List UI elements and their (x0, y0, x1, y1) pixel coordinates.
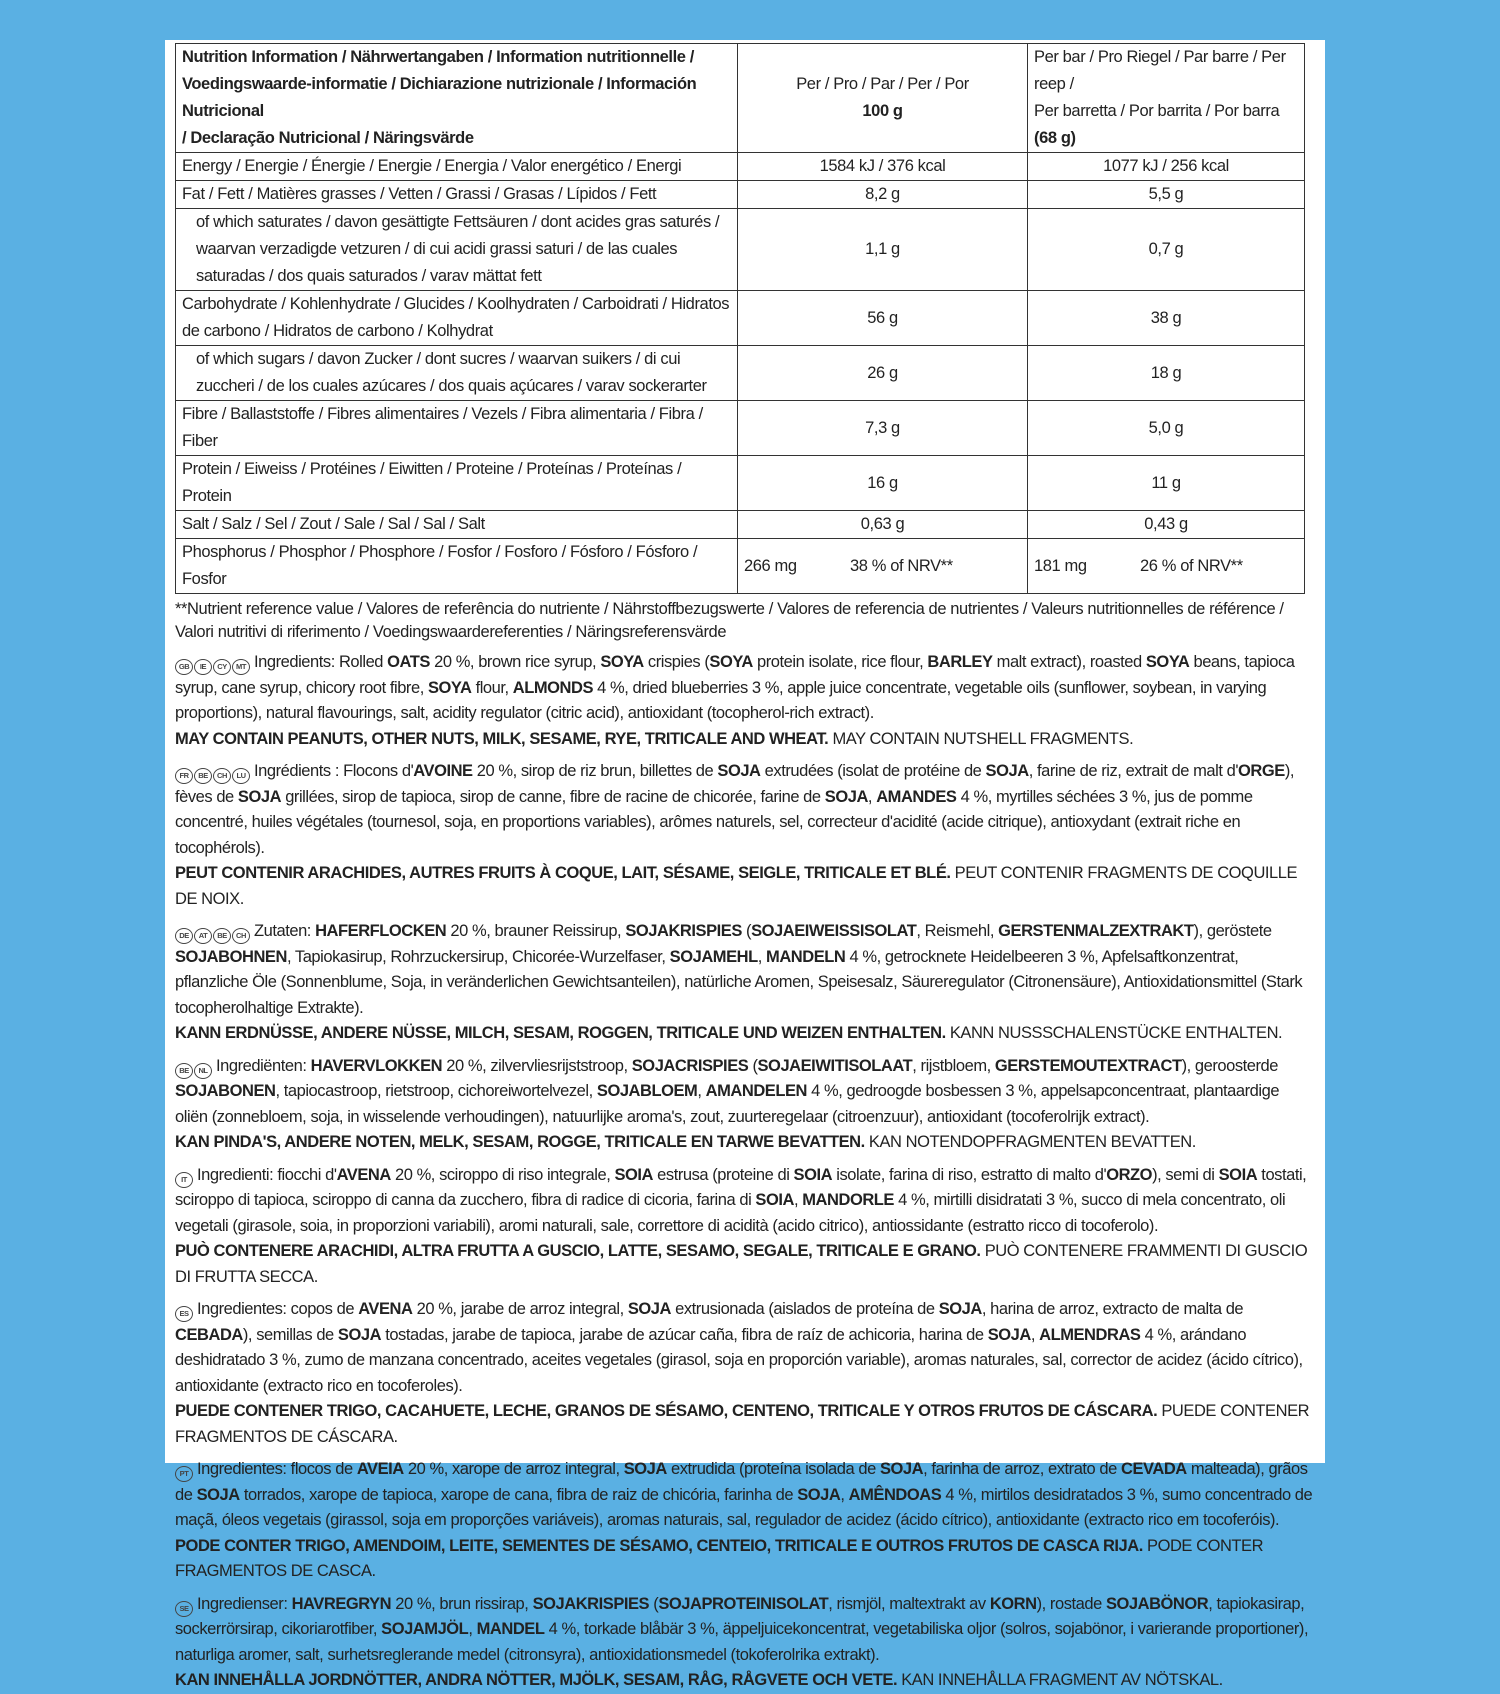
row-label: Salt / Salz / Sel / Zout / Sale / Sal / Sal / Salt (176, 511, 738, 539)
row-value-per100: 56 g (738, 291, 1028, 346)
ingredients-list (175, 650, 1315, 1694)
ingredients-block (175, 650, 1315, 752)
allergen-warning: PUEDE CONTENER TRIGO, CACAHUETE, LECHE, GRANOS DE SÉSAMO, CENTENO, TRITICALE Y OTROS FRUTOS DE CÁSCARA. PUEDE CONTENER FRAGMENTOS DE CÁSCARA. (175, 1402, 1310, 1446)
table-header-row (176, 44, 1305, 153)
ingredients-body: Ingredienser: HAVREGRYN 20 %, brun rissirap, SOJAKRISPIES (SOJAPROTEINISOLAT, rismjöl, maltextrakt av KORN), rostade SOJABÖNOR, tapiokasirap, sockerrörsirap, cikoriarotfiber, SOJAMJÖL, MANDEL 4 %, torkade blåbär 3 %, äppeljuicekoncentrat, vegetabiliska oljor (solros, sojabönor, i varierande proportioner), naturliga aromer, salt, surhetsreglerande medel (citronsyra), antioxidationsmedel (tokoferolrika extrakt). (175, 1594, 1309, 1664)
ingredients-text (175, 919, 1315, 1021)
row-value-per100: 7,3 g (738, 401, 1028, 456)
table-row (176, 291, 1305, 346)
ingredients-block (175, 919, 1315, 1047)
ingredients-text (175, 1163, 1315, 1240)
ingredients-body: Ingredientes: copos de AVENA 20 %, jarabe de arroz integral, SOJA extrusionada (aislados de proteína de SOJA, harina de arroz, extracto de malta de CEBADA), semillas de SOJA tostadas, jarabe de tapioca, jarabe de azúcar caña, fibra de raíz de achicoria, harina de SOJA, ALMENDRAS 4 %, arándano deshidratado 3 %, zumo de manzana concentrado, aceites vegetales (girasol, soja en proporción variable), aromas naturales, sal, corrector de acidez (ácido cítrico), antioxidante (extracto rico en tocoferoles). (175, 1300, 1303, 1395)
country-code-icon: AT (194, 928, 212, 944)
ingredients-block (175, 1163, 1315, 1291)
phosphorus-nrv: 26 % of NRV** (1140, 556, 1243, 575)
allergen-warning: KANN ERDNÜSSE, ANDERE NÜSSE, MILCH, SESAM, ROGGEN, TRITICALE UND WEIZEN ENTHALTEN. KANN NUSSSCHALENSTÜCKE ENTHALTEN. (175, 1024, 1283, 1042)
row-value-perbar: 11 g (1028, 456, 1305, 511)
allergen-warning: MAY CONTAIN PEANUTS, OTHER NUTS, MILK, SESAME, RYE, TRITICALE AND WHEAT. MAY CONTAIN NUTSHELL FRAGMENTS. (175, 729, 1134, 748)
header-label: Nutrition Information / Nährwertangaben / Information nutritionnelle / Voedingswaarde-informatie / Dichiarazione nutrizionale / Información Nutricional / Declaração Nutricional / Näringsvärde (176, 44, 738, 153)
row-value-perbar: 38 g (1028, 291, 1305, 346)
row-label: Protein / Eiweiss / Protéines / Eiwitten / Proteine / Proteínas / Proteínas / Protein (176, 456, 738, 511)
ingredients-block (175, 1297, 1315, 1450)
row-value-perbar: 0,43 g (1028, 511, 1305, 539)
country-codes (175, 928, 250, 944)
allergen-warning: PEUT CONTENIR ARACHIDES, AUTRES FRUITS À COQUE, LAIT, SÉSAME, SEIGLE, TRITICALE ET BLÉ. PEUT CONTENIR FRAGMENTS DE COQUILLE DE NOIX. (175, 864, 1298, 908)
ingredients-block (175, 759, 1315, 912)
row-value-perbar (1028, 539, 1305, 594)
header-per-100g: Per / Pro / Par / Per / Por 100 g (738, 44, 1028, 153)
country-code-icon: MT (232, 659, 250, 675)
row-value-per100: 16 g (738, 456, 1028, 511)
allergen-warning: PODE CONTER TRIGO, AMENDOIM, LEITE, SEMENTES DE SÉSAMO, CENTEIO, TRITICALE E OUTROS FRUTOS DE CASCA RIJA. PODE CONTER FRAGMENTOS DE CASCA. (175, 1536, 1264, 1580)
table-row (176, 346, 1305, 401)
ingredients-body: Ingrediënten: HAVERVLOKKEN 20 %, zilvervliesrijststroop, SOJACRISPIES (SOJAEIWITISOLAAT, rijstbloem, GERSTEMOUTEXTRACT), geroosterde SOJABONEN, tapiocastroop, rietstroop, cichoreiwortelvezel, SOJABLOEM, AMANDELEN 4 %, gedroogde bosbessen 3 %, appelsapconcentraat, plantaardige oliën (zonnebloem, soja, in wisselende verhoudingen), natuurlijke aroma's, zout, zuurteregelaar (citroenzuur), antioxidant (tocoferolrijk extract). (175, 1056, 1280, 1126)
table-row (176, 209, 1305, 291)
row-value-perbar: 5,5 g (1028, 181, 1305, 209)
country-code-icon: PT (175, 1466, 193, 1482)
ingredients-block (175, 1054, 1315, 1156)
table-row-phosphorus (176, 539, 1305, 594)
nutrition-table (175, 43, 1305, 594)
country-codes (175, 1601, 193, 1617)
phosphorus-amount: 181 mg (1034, 556, 1087, 575)
row-label: of which saturates / davon gesättigte Fettsäuren / dont acides gras saturés / waarvan verzadigde vetzuren / di cui acidi grassi saturi / de las cuales saturadas / dos quais saturados / varav mättat fett (176, 209, 738, 291)
country-code-icon: BE (175, 1063, 193, 1079)
row-value-per100 (738, 539, 1028, 594)
ingredients-text (175, 1054, 1315, 1131)
row-label: Carbohydrate / Kohlenhydrate / Glucides / Koolhydraten / Carboidrati / Hidratos de carbono / Hidratos de carbono / Kolhydrat (176, 291, 738, 346)
row-value-perbar: 5,0 g (1028, 401, 1305, 456)
phosphorus-nrv: 38 % of NRV** (850, 556, 953, 575)
table-row (176, 181, 1305, 209)
ingredients-block (175, 1457, 1315, 1585)
ingredients-text (175, 759, 1315, 861)
country-code-icon: IE (194, 659, 212, 675)
row-label: Phosphorus / Phosphor / Phosphore / Fosfor / Fosforo / Fósforo / Fósforo / Fosfor (176, 539, 738, 594)
row-value-perbar: 18 g (1028, 346, 1305, 401)
country-codes (175, 1466, 193, 1482)
ingredients-body: Ingredienti: fiocchi d'AVENA 20 %, sciroppo di riso integrale, SOIA estrusa (proteine di SOIA isolate, farina di riso, estratto di malto d'ORZO), semi di SOIA tostati, sciroppo di tapioca, sciroppo di canna da zucchero, fibra di radice di cicoria, farina di SOIA, MANDORLE 4 %, mirtilli disidratati 3 %, succo di mela concentrato, oli vegetali (girasole, soia, in proporzioni variabili), aromi naturali, sale, correttore di acidità (acido citrico), antiossidante (estratto ricco di tocoferolo). (175, 1165, 1307, 1235)
row-value-per100: 1,1 g (738, 209, 1028, 291)
table-row (176, 401, 1305, 456)
ingredients-text (175, 1297, 1315, 1399)
country-codes (175, 659, 250, 675)
allergen-warning: PUÒ CONTENERE ARACHIDI, ALTRA FRUTTA A GUSCIO, LATTE, SESAMO, SEGALE, TRITICALE E GRANO. PUÒ CONTENERE FRAMMENTI DI GUSCIO DI FRUTTA SECCA. (175, 1242, 1308, 1286)
allergen-warning: KAN INNEHÅLLA JORDNÖTTER, ANDRA NÖTTER, MJÖLK, SESAM, RÅG, RÅGVETE OCH VETE. KAN INNEHÅLLA FRAGMENT AV NÖTSKAL. (175, 1671, 1223, 1689)
ingredients-text (175, 1457, 1315, 1534)
country-code-icon: GB (175, 659, 193, 675)
row-value-perbar: 0,7 g (1028, 209, 1305, 291)
phosphorus-amount: 266 mg (744, 556, 797, 575)
allergen-warning: KAN PINDA'S, ANDERE NOTEN, MELK, SESAM, ROGGE, TRITICALE EN TARWE BEVATTEN. KAN NOTENDOPFRAGMENTEN BEVATTEN. (175, 1133, 1196, 1151)
ingredients-body: Ingredientes: flocos de AVEIA 20 %, xarope de arroz integral, SOJA extrudida (proteína isolada de SOJA, farinha de arroz, extrato de CEVADA malteada), grãos de SOJA torrados, xarope de tapioca, xarope de cana, fibra de raiz de chicória, farinha de SOJA, AMÊNDOAS 4 %, mirtilos desidratados 3 %, sumo concentrado de maçã, óleos vegetais (girassol, soja em proporções variáveis), aromas naturais, sal, regulador de acidez (ácido cítrico), antioxidante (extracto rico em tocoferóis). (175, 1460, 1313, 1529)
country-codes (175, 768, 250, 784)
table-row (176, 511, 1305, 539)
nrv-footnote: **Nutrient reference value / Valores de referência do nutriente / Nährstoffbezugswerte / Valores de referencia de nutrientes / Valeurs nutritionnelles de référence / Valori nutritivi di riferimento / Voedingswaardereferenties / Näringsreferensvärde (175, 600, 1284, 641)
row-value-perbar: 1077 kJ / 256 kcal (1028, 153, 1305, 181)
country-code-icon: BE (213, 928, 231, 944)
country-codes (175, 1306, 193, 1322)
country-code-icon: DE (175, 928, 193, 944)
ingredients-body: Zutaten: HAFERFLOCKEN 20 %, brauner Reissirup, SOJAKRISPIES (SOJAEIWEISSISOLAT, Reismehl, GERSTENMALZEXTRAKT), geröstete SOJABOHNEN, Tapiokasirup, Rohrzuckersirup, Chicorée-Wurzelfaser, SOJAMEHL, MANDELN 4 %, getrocknete Heidelbeeren 3 %, Apfelsaftkonzentrat, pflanzliche Öle (Sonnenblume, Soja, in veränderlichen Gewichtsanteilen), natürliche Aromen, Speisesalz, Säureregulator (Citronensäure), Antioxidationsmittel (Stark tocopherolhaltige Extrakte). (175, 922, 1303, 1017)
row-label: of which sugars / davon Zucker / dont sucres / waarvan suikers / di cui zuccheri / de los cuales azúcares / dos quais açúcares / varav sockerarter (176, 346, 738, 401)
row-value-per100: 8,2 g (738, 181, 1028, 209)
ingredients-body: Ingrédients : Flocons d'AVOINE 20 %, sirop de riz brun, billettes de SOJA extrudées (isolat de protéine de SOJA, farine de riz, extrait de malt d'ORGE), fèves de SOJA grillées, sirop de tapioca, sirop de canne, fibre de racine de chicorée, farine de SOJA, AMANDES 4 %, myrtilles séchées 3 %, jus de pomme concentré, huiles végétales (tournesol, soja, en proportions variables), arômes naturels, sel, correcteur d'acidité (acide citrique), antioxydant (extrait riche en tocophérols). (175, 762, 1295, 857)
country-code-icon: NL (194, 1063, 212, 1079)
row-label: Energy / Energie / Énergie / Energie / Energia / Valor energético / Energi (176, 153, 738, 181)
row-value-per100: 0,63 g (738, 511, 1028, 539)
country-code-icon: FR (175, 768, 193, 784)
country-code-icon: IT (175, 1172, 193, 1188)
row-label: Fat / Fett / Matières grasses / Vetten / Grassi / Grasas / Lípidos / Fett (176, 181, 738, 209)
country-codes (175, 1063, 212, 1079)
row-label: Fibre / Ballaststoffe / Fibres alimentaires / Vezels / Fibra alimentaria / Fibra / Fiber (176, 401, 738, 456)
country-code-icon: BE (194, 768, 212, 784)
country-codes (175, 1172, 193, 1188)
ingredients-text (175, 1592, 1315, 1669)
ingredients-block (175, 1592, 1315, 1694)
country-code-icon: CY (213, 659, 231, 675)
ingredients-text (175, 650, 1315, 727)
row-value-per100: 26 g (738, 346, 1028, 401)
country-code-icon: ES (175, 1306, 193, 1322)
country-code-icon: SE (175, 1601, 193, 1617)
country-code-icon: LU (232, 768, 250, 784)
header-per-bar: Per bar / Pro Riegel / Par barre / Per reep / Per barretta / Por barrita / Por barra (68 g) (1028, 44, 1305, 153)
row-value-per100: 1584 kJ / 376 kcal (738, 153, 1028, 181)
nutrition-label (165, 40, 1325, 1689)
country-code-icon: CH (232, 928, 250, 944)
country-code-icon: CH (213, 768, 231, 784)
table-row (176, 456, 1305, 511)
table-row (176, 153, 1305, 181)
ingredients-body: Ingredients: Rolled OATS 20 %, brown rice syrup, SOYA crispies (SOYA protein isolate, rice flour, BARLEY malt extract), roasted SOYA beans, tapioca syrup, cane syrup, chicory root fibre, SOYA flour, ALMONDS 4 %, dried blueberries 3 %, apple juice concentrate, vegetable oils (sunflower, soybean, in varying proportions), natural flavourings, salt, acidity regulator (citric acid), antioxidant (tocopherol-rich extract). (175, 653, 1295, 722)
